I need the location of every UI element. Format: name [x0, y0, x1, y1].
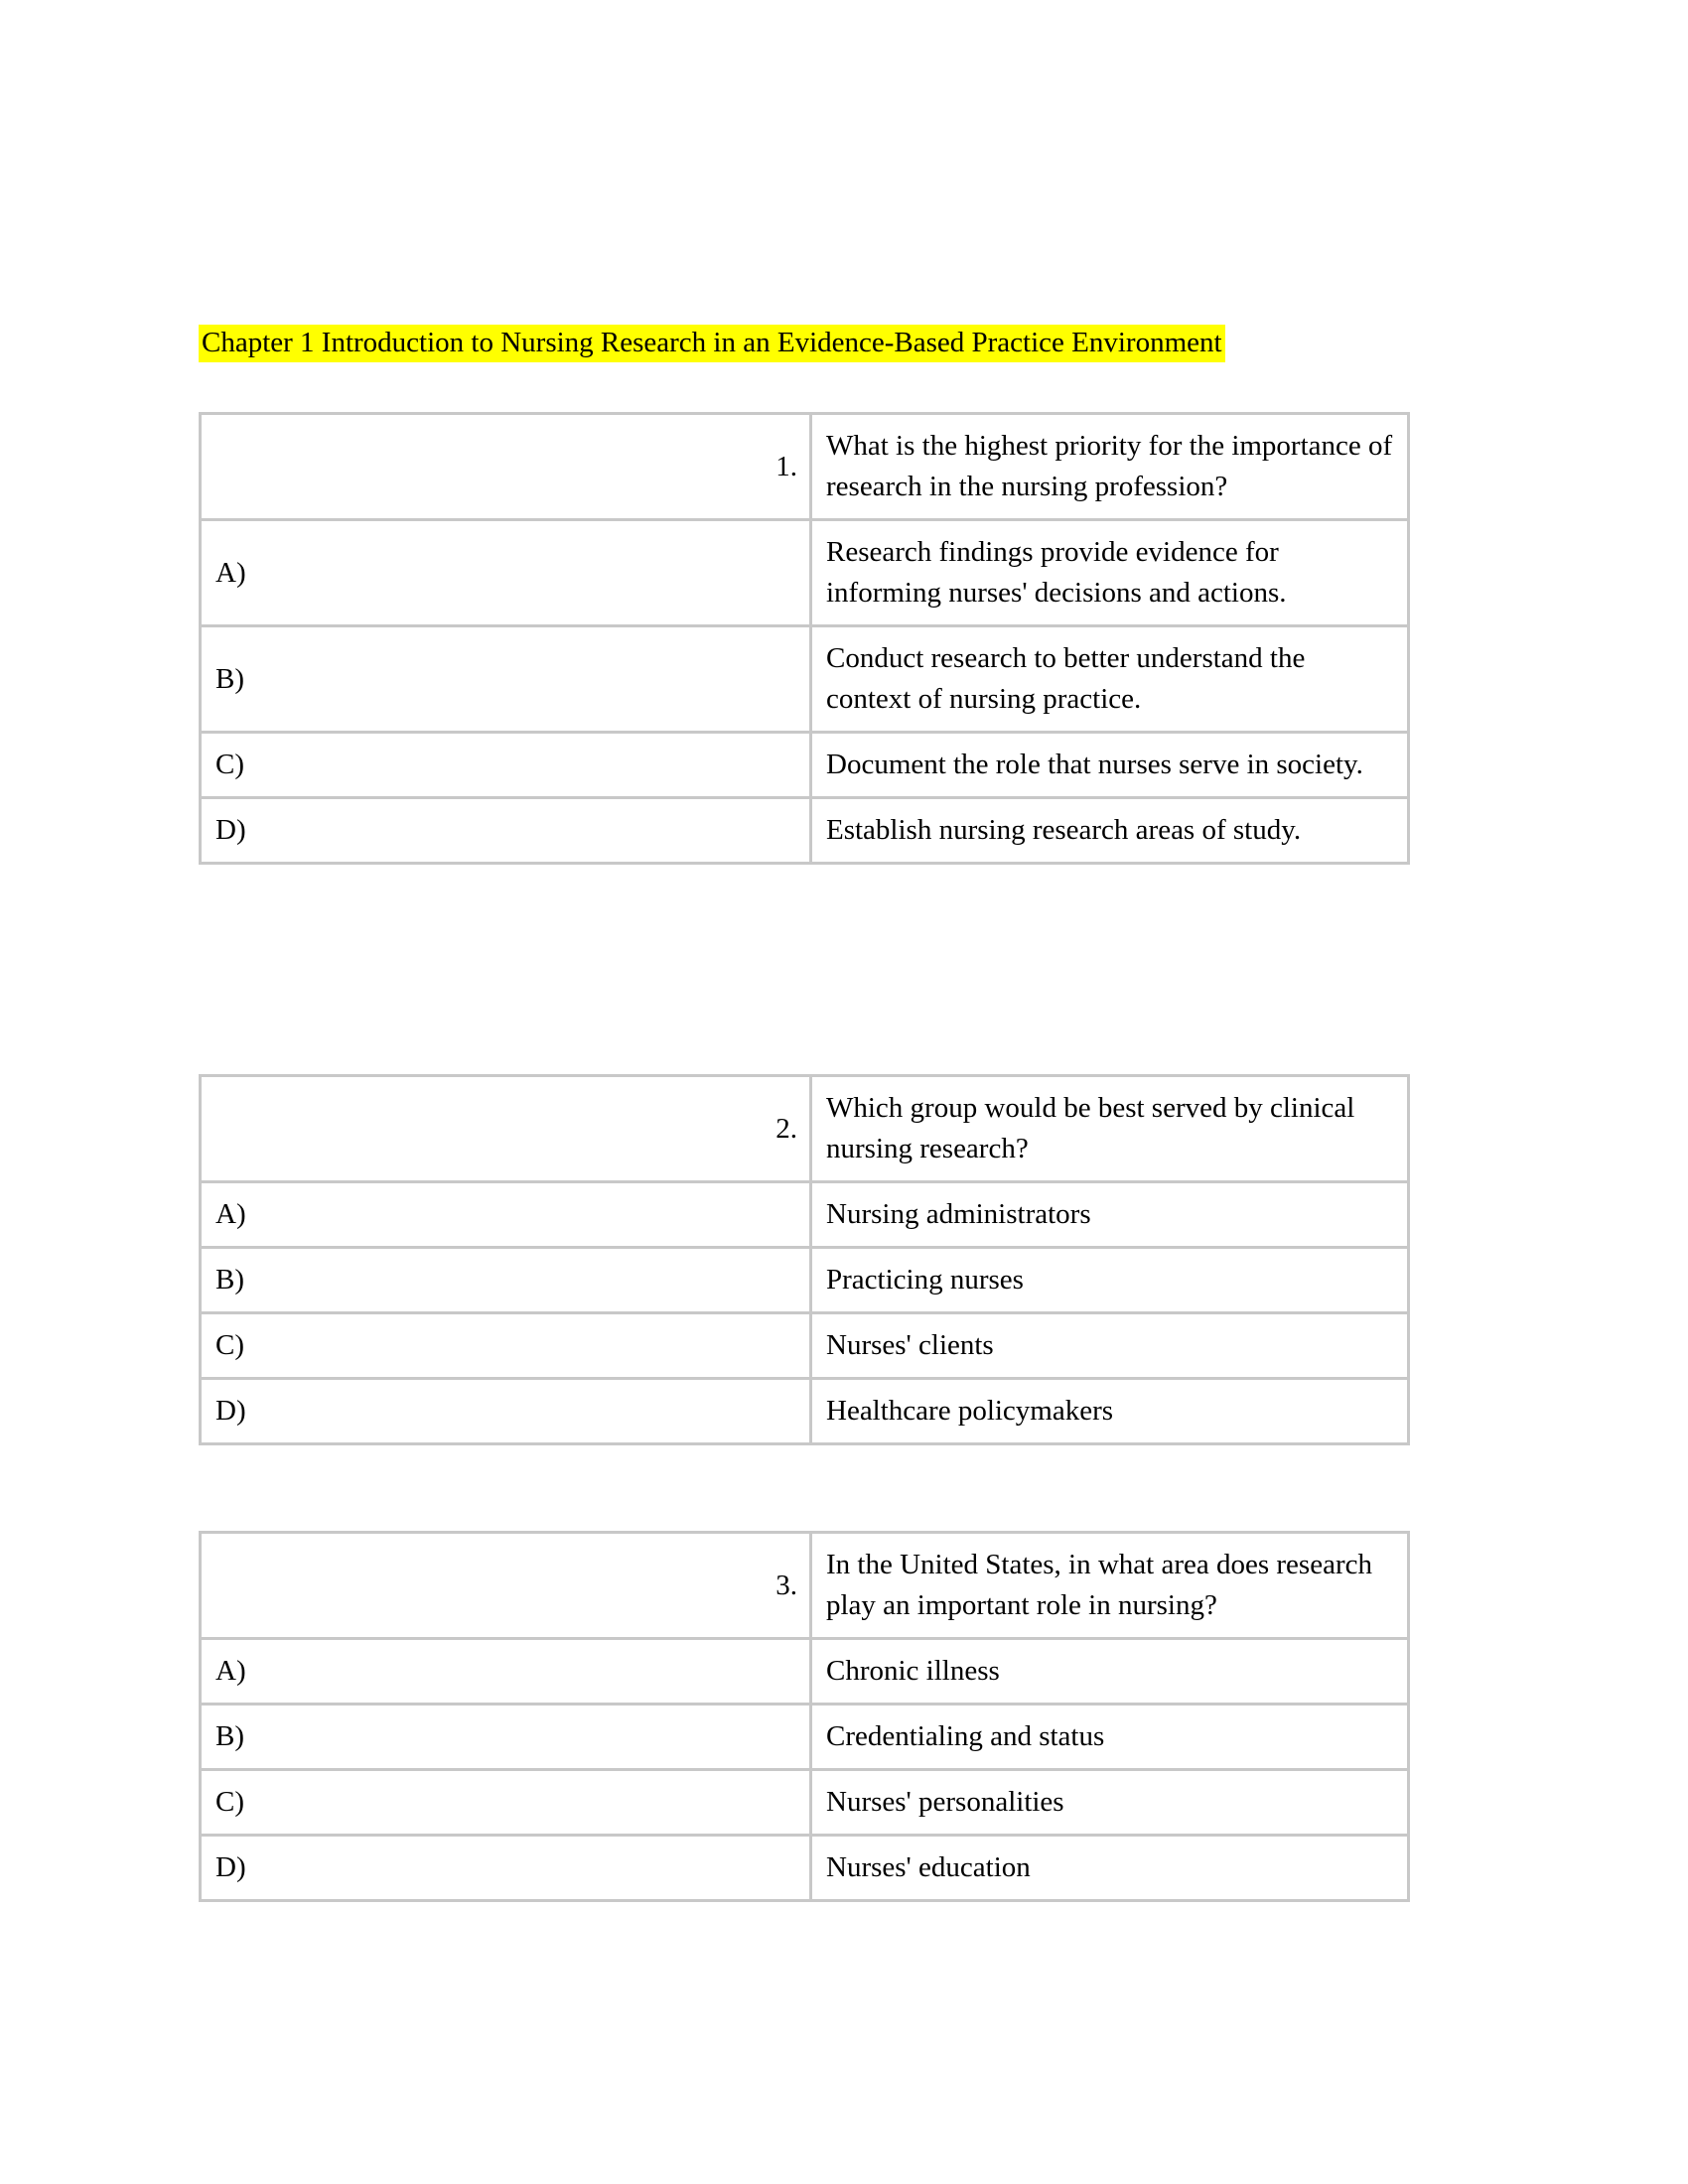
- question-table-1: [199, 412, 1410, 865]
- option-label: A): [201, 1182, 811, 1248]
- option-label: C): [201, 1770, 811, 1836]
- option-row: [201, 1379, 1409, 1444]
- option-text: Healthcare policymakers: [811, 1379, 1409, 1444]
- option-label: D): [201, 1836, 811, 1901]
- option-text: Document the role that nurses serve in society.: [811, 733, 1409, 798]
- option-row: [201, 1836, 1409, 1901]
- option-text: Establish nursing research areas of study.: [811, 798, 1409, 864]
- option-text: Chronic illness: [811, 1639, 1409, 1705]
- option-label: D): [201, 798, 811, 864]
- option-row: [201, 1182, 1409, 1248]
- option-text: Nurses' education: [811, 1836, 1409, 1901]
- option-label: B): [201, 626, 811, 733]
- option-text: Credentialing and status: [811, 1705, 1409, 1770]
- option-text: Nurses' clients: [811, 1313, 1409, 1379]
- question-number: 2.: [201, 1076, 811, 1182]
- option-label: A): [201, 1639, 811, 1705]
- question-number: 1.: [201, 414, 811, 520]
- option-row: [201, 626, 1409, 733]
- option-label: C): [201, 1313, 811, 1379]
- option-text: Conduct research to better understand the context of nursing practice.: [811, 626, 1409, 733]
- question-row: [201, 1076, 1409, 1182]
- option-label: A): [201, 520, 811, 626]
- option-row: [201, 1313, 1409, 1379]
- option-label: B): [201, 1248, 811, 1313]
- option-label: B): [201, 1705, 811, 1770]
- question-table-3: [199, 1531, 1410, 1902]
- option-text: Nurses' personalities: [811, 1770, 1409, 1836]
- question-text: What is the highest priority for the importance of research in the nursing profession?: [811, 414, 1409, 520]
- question-row: [201, 414, 1409, 520]
- question-number: 3.: [201, 1533, 811, 1639]
- option-text: Practicing nurses: [811, 1248, 1409, 1313]
- question-text: In the United States, in what area does research play an important role in nursing?: [811, 1533, 1409, 1639]
- option-row: [201, 1639, 1409, 1705]
- question-row: [201, 1533, 1409, 1639]
- question-table-2: [199, 1074, 1410, 1445]
- option-text: Nursing administrators: [811, 1182, 1409, 1248]
- option-label: D): [201, 1379, 811, 1444]
- option-row: [201, 520, 1409, 626]
- question-text: Which group would be best served by clinical nursing research?: [811, 1076, 1409, 1182]
- option-text: Research findings provide evidence for informing nurses' decisions and actions.: [811, 520, 1409, 626]
- option-row: [201, 1770, 1409, 1836]
- option-row: [201, 798, 1409, 864]
- option-row: [201, 733, 1409, 798]
- option-row: [201, 1248, 1409, 1313]
- chapter-title: [199, 322, 1489, 364]
- chapter-title-highlight: Chapter 1 Introduction to Nursing Research in an Evidence-Based Practice Environment: [199, 325, 1225, 362]
- option-row: [201, 1705, 1409, 1770]
- option-label: C): [201, 733, 811, 798]
